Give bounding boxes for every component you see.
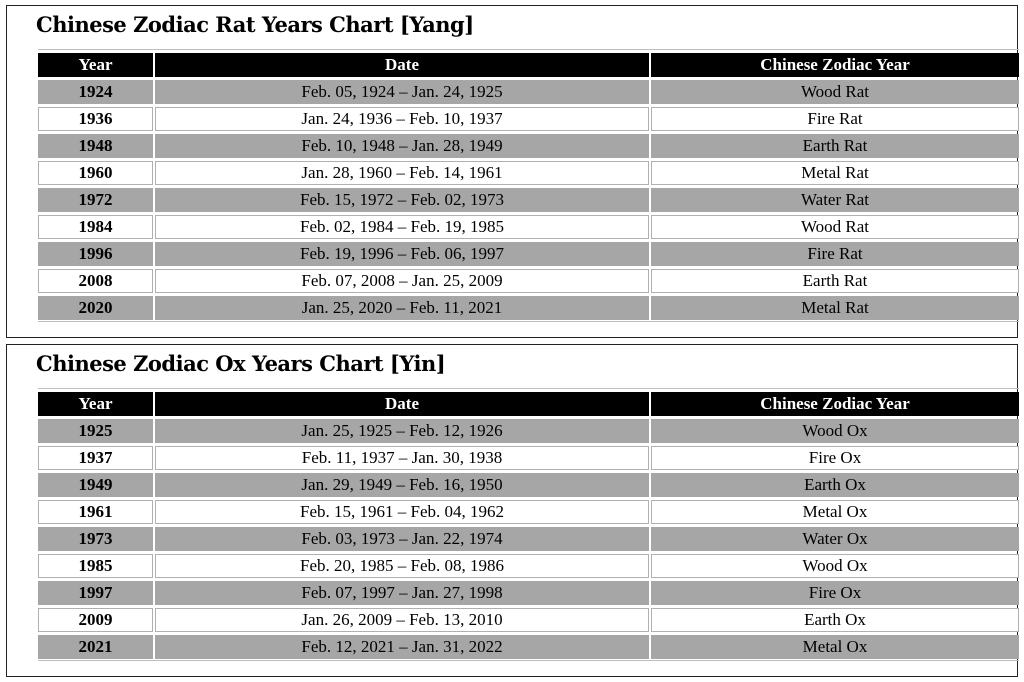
table-row bbox=[38, 446, 1019, 470]
date-cell: Feb. 10, 1948 – Jan. 28, 1949 bbox=[155, 134, 649, 158]
table-row bbox=[38, 215, 1019, 239]
year-cell: 1924 bbox=[38, 80, 153, 104]
date-cell: Feb. 15, 1961 – Feb. 04, 1962 bbox=[155, 500, 649, 524]
year-cell: 2008 bbox=[38, 269, 153, 293]
table-row bbox=[38, 269, 1019, 293]
zodiac-cell: Metal Rat bbox=[651, 296, 1019, 320]
zodiac-cell: Earth Rat bbox=[651, 269, 1019, 293]
year-cell: 1936 bbox=[38, 107, 153, 131]
table-header-row bbox=[38, 53, 1019, 77]
date-cell: Feb. 15, 1972 – Feb. 02, 1973 bbox=[155, 188, 649, 212]
year-cell: 1960 bbox=[38, 161, 153, 185]
zodiac-cell: Metal Ox bbox=[651, 635, 1019, 659]
table-row bbox=[38, 419, 1019, 443]
table-row bbox=[38, 635, 1019, 659]
zodiac-cell: Wood Ox bbox=[651, 419, 1019, 443]
zodiac-cell: Fire Rat bbox=[651, 107, 1019, 131]
year-cell: 1973 bbox=[38, 527, 153, 551]
date-cell: Jan. 29, 1949 – Feb. 16, 1950 bbox=[155, 473, 649, 497]
table-row bbox=[38, 296, 1019, 320]
ox-years-panel bbox=[6, 344, 1018, 677]
table-row bbox=[38, 527, 1019, 551]
date-cell: Feb. 19, 1996 – Feb. 06, 1997 bbox=[155, 242, 649, 266]
header-date: Date bbox=[155, 53, 649, 77]
date-cell: Feb. 07, 2008 – Jan. 25, 2009 bbox=[155, 269, 649, 293]
ox-chart-title: Chinese Zodiac Ox Years Chart [Yin] bbox=[36, 351, 446, 376]
year-cell: 1961 bbox=[38, 500, 153, 524]
zodiac-cell: Water Rat bbox=[651, 188, 1019, 212]
zodiac-cell: Metal Ox bbox=[651, 500, 1019, 524]
table-row bbox=[38, 161, 1019, 185]
date-cell: Feb. 07, 1997 – Jan. 27, 1998 bbox=[155, 581, 649, 605]
rat-years-panel bbox=[6, 5, 1018, 338]
date-cell: Feb. 03, 1973 – Jan. 22, 1974 bbox=[155, 527, 649, 551]
header-date: Date bbox=[155, 392, 649, 416]
rat-years-table bbox=[38, 49, 1019, 322]
table-row bbox=[38, 80, 1019, 104]
date-cell: Feb. 20, 1985 – Feb. 08, 1986 bbox=[155, 554, 649, 578]
year-cell: 1996 bbox=[38, 242, 153, 266]
year-cell: 2009 bbox=[38, 608, 153, 632]
table-header-row bbox=[38, 392, 1019, 416]
year-cell: 1997 bbox=[38, 581, 153, 605]
header-zodiac-year: Chinese Zodiac Year bbox=[651, 392, 1019, 416]
zodiac-cell: Wood Rat bbox=[651, 215, 1019, 239]
header-year: Year bbox=[38, 53, 153, 77]
year-cell: 1985 bbox=[38, 554, 153, 578]
table-row bbox=[38, 608, 1019, 632]
table-row bbox=[38, 473, 1019, 497]
date-cell: Feb. 11, 1937 – Jan. 30, 1938 bbox=[155, 446, 649, 470]
date-cell: Jan. 26, 2009 – Feb. 13, 2010 bbox=[155, 608, 649, 632]
rat-chart-title: Chinese Zodiac Rat Years Chart [Yang] bbox=[36, 12, 474, 37]
ox-years-table bbox=[38, 388, 1019, 661]
zodiac-cell: Earth Ox bbox=[651, 473, 1019, 497]
table-row bbox=[38, 554, 1019, 578]
zodiac-cell: Water Ox bbox=[651, 527, 1019, 551]
zodiac-cell: Fire Ox bbox=[651, 446, 1019, 470]
year-cell: 1937 bbox=[38, 446, 153, 470]
year-cell: 1949 bbox=[38, 473, 153, 497]
table-row bbox=[38, 134, 1019, 158]
year-cell: 2021 bbox=[38, 635, 153, 659]
date-cell: Feb. 05, 1924 – Jan. 24, 1925 bbox=[155, 80, 649, 104]
table-row bbox=[38, 107, 1019, 131]
table-row bbox=[38, 500, 1019, 524]
date-cell: Jan. 25, 1925 – Feb. 12, 1926 bbox=[155, 419, 649, 443]
zodiac-cell: Fire Rat bbox=[651, 242, 1019, 266]
zodiac-cell: Earth Ox bbox=[651, 608, 1019, 632]
table-row bbox=[38, 242, 1019, 266]
zodiac-cell: Wood Ox bbox=[651, 554, 1019, 578]
date-cell: Jan. 25, 2020 – Feb. 11, 2021 bbox=[155, 296, 649, 320]
date-cell: Jan. 24, 1936 – Feb. 10, 1937 bbox=[155, 107, 649, 131]
date-cell: Jan. 28, 1960 – Feb. 14, 1961 bbox=[155, 161, 649, 185]
table-row bbox=[38, 581, 1019, 605]
year-cell: 1984 bbox=[38, 215, 153, 239]
date-cell: Feb. 12, 2021 – Jan. 31, 2022 bbox=[155, 635, 649, 659]
zodiac-cell: Earth Rat bbox=[651, 134, 1019, 158]
header-zodiac-year: Chinese Zodiac Year bbox=[651, 53, 1019, 77]
year-cell: 1925 bbox=[38, 419, 153, 443]
zodiac-cell: Wood Rat bbox=[651, 80, 1019, 104]
header-year: Year bbox=[38, 392, 153, 416]
table-row bbox=[38, 188, 1019, 212]
year-cell: 1972 bbox=[38, 188, 153, 212]
year-cell: 1948 bbox=[38, 134, 153, 158]
zodiac-cell: Fire Ox bbox=[651, 581, 1019, 605]
zodiac-cell: Metal Rat bbox=[651, 161, 1019, 185]
date-cell: Feb. 02, 1984 – Feb. 19, 1985 bbox=[155, 215, 649, 239]
year-cell: 2020 bbox=[38, 296, 153, 320]
